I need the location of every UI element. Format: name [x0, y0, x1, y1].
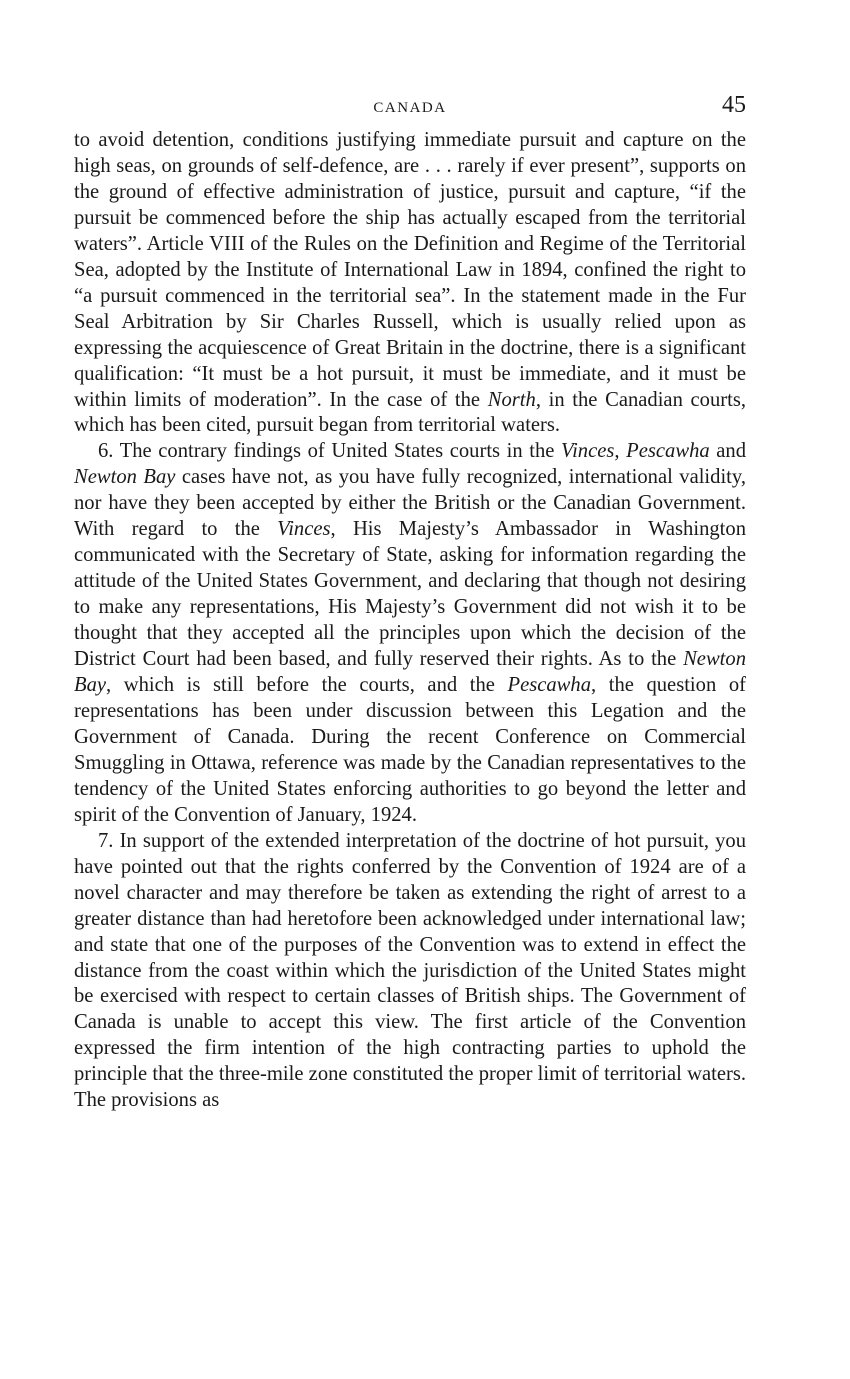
paragraph	[74, 439, 746, 828]
body-text	[74, 128, 746, 1114]
italic-case-name: Pescawha	[626, 440, 710, 463]
italic-case-name: Pescawha	[507, 674, 591, 697]
paragraph	[74, 128, 746, 439]
text-run: to avoid detention, conditions justifying immediate pursuit and capture on the high seas, on grounds of self-defence, are . . . rarely if ever present”, supports on the ground of effective administration of justice, pursuit and capture, “if the pursuit be commenced before the ship has actually escaped from the territorial waters”. Article VIII of the Rules on the Definition and Regime of the Territorial Sea, adopted by the Institute of International Law in 1894, confined the right to “a pursuit commenced in the territorial sea”. In the statement made in the Fur Seal Arbitration by Sir Charles Russell, which is usually relied upon as expressing the acquiescence of Great Britain in the doctrine, there is a significant qualification: “It must be a hot pursuit, it must be immediate, and it must be within limits of moderation”. In the case of the	[74, 129, 746, 411]
text-run: ,	[614, 440, 627, 463]
running-head-title: CANADA	[373, 100, 447, 116]
paragraph	[74, 829, 746, 1114]
italic-case-name: Vinces	[277, 518, 331, 541]
text-run: 6. The contrary findings of United States courts in the	[98, 440, 562, 463]
text-run: 7. In support of the extended interpretation of the doctrine of hot pursuit, you have pointed out that the rights conferred by the Convention of 1924 are of a novel character and may therefore be taken as extending the right of arrest to a greater distance than had heretofore been acknowledged under international law; and state that one of the purposes of the Convention was to extend in effect the distance from the coast within which the jurisdiction of the United States might be exercised with respect to certain classes of British ships. The Government of Canada is unable to accept this view. The first article of the Convention expressed the firm intention of the high contracting parties to uphold the principle that the three-mile zone constituted the proper limit of territorial waters. The provisions as	[74, 829, 746, 1112]
running-head	[74, 92, 746, 128]
page-number: 45	[722, 92, 746, 118]
document-page	[74, 92, 746, 1114]
text-run: and	[709, 440, 746, 463]
italic-case-name: Vinces	[561, 440, 615, 463]
text-run: , in the Canadian courts, which has been cited, pursuit began from territorial waters.	[74, 388, 746, 437]
text-run: cases have not, as you have fully recognized, international validity, nor have they been accepted by either the British or the Canadian Government. With regard to the	[74, 466, 747, 541]
italic-case-name: Newton Bay	[74, 466, 176, 489]
italic-case-name: North	[487, 388, 536, 411]
text-run: , which is still before the courts, and the	[106, 674, 508, 697]
text-run: , the question of representations has been under discussion between this Legation and the Government of Canada. During the recent Conference on Commercial Smuggling in Ottawa, reference was made by the Canadian representatives to the tendency of the United States enforcing authorities to go beyond the letter and spirit of the Convention of January, 1924.	[74, 674, 746, 826]
text-run: , His Majesty’s Ambassador in Washington communicated with the Secretary of State, asking for information regarding the attitude of the United States Government, and declaring that though not desiring to make any representations, His Majesty’s Government did not wish it to be thought that they accepted all the principles upon which the decision of the District Court had been based, and fully reserved their rights. As to the	[74, 518, 746, 671]
italic-case-name: Newton Bay	[74, 648, 746, 697]
